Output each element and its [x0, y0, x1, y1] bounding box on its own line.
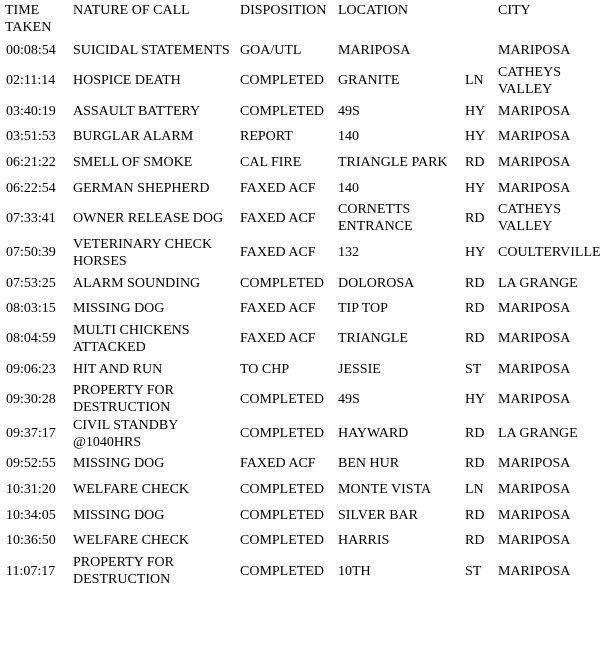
- table-row: [0, 175, 614, 201]
- table-row: [0, 416, 614, 451]
- cell-disposition: GOA/UTL: [240, 43, 302, 59]
- cell-location: TRIANGLE: [338, 331, 408, 347]
- cell-street-suffix: ST: [465, 361, 482, 377]
- cell-nature-of-call: ALARM SOUNDING: [73, 275, 201, 291]
- cell-location: 132: [338, 245, 359, 261]
- cell-street-suffix: RD: [465, 275, 485, 291]
- cell-disposition: FAXED ACF: [240, 301, 316, 317]
- table-row: [0, 477, 614, 503]
- cell-location: 140: [338, 180, 359, 196]
- cell-city: CATHEYS VALLEY: [498, 64, 562, 97]
- table-row: [0, 38, 614, 64]
- cell-nature-of-call: WELFARE CHECK: [73, 482, 190, 498]
- header-time-taken: TIME TAKEN: [5, 3, 52, 35]
- cell-nature-of-call: PROPERTY FOR DESTRUCTION: [73, 555, 174, 588]
- cell-disposition: FAXED ACF: [240, 331, 316, 347]
- table-header: [0, 0, 614, 38]
- cell-nature-of-call: PROPERTY FOR DESTRUCTION: [73, 383, 174, 416]
- cell-city: MARIPOSA: [498, 533, 571, 549]
- cell-city: LA GRANGE: [498, 275, 578, 291]
- cell-street-suffix: RD: [465, 331, 485, 347]
- header-disposition: DISPOSITION: [240, 3, 327, 18]
- table-row: [0, 124, 614, 150]
- cell-street-suffix: LN: [465, 73, 484, 89]
- header-row: [0, 0, 614, 38]
- cell-time: 06:21:22: [6, 155, 56, 170]
- cell-city: MARIPOSA: [498, 331, 571, 347]
- cell-time: 03:51:53: [6, 129, 56, 145]
- cell-location: MARIPOSA: [338, 43, 411, 59]
- cell-time: 03:40:19: [6, 103, 56, 119]
- cell-city: MARIPOSA: [498, 129, 571, 145]
- cell-disposition: COMPLETED: [240, 563, 324, 579]
- table-row: [0, 150, 614, 176]
- cell-disposition: FAXED ACF: [240, 456, 316, 472]
- table-row: [0, 64, 614, 99]
- cell-nature-of-call: SUICIDAL STATEMENTS: [73, 43, 230, 59]
- cell-location: HARRIS: [338, 533, 390, 549]
- cell-nature-of-call: MISSING DOG: [73, 456, 165, 472]
- cell-time: 09:37:17: [6, 426, 56, 442]
- cell-nature-of-call: MULTI CHICKENS ATTACKED: [73, 322, 190, 355]
- header-city: CITY: [498, 3, 531, 18]
- cell-time: 07:50:39: [6, 245, 56, 261]
- cell-city: MARIPOSA: [498, 391, 571, 407]
- cell-location: 49S: [338, 103, 360, 119]
- cell-nature-of-call: MISSING DOG: [73, 507, 165, 523]
- cell-location: CORNETTS ENTRANCE: [338, 202, 413, 235]
- cell-disposition: COMPLETED: [240, 275, 324, 291]
- cell-city: MARIPOSA: [498, 563, 571, 579]
- cell-street-suffix: RD: [465, 533, 485, 549]
- cell-nature-of-call: GERMAN SHEPHERD: [73, 180, 210, 196]
- table-row: [0, 296, 614, 322]
- cell-street-suffix: HY: [465, 129, 486, 145]
- cell-time: 11:07:17: [6, 563, 56, 579]
- header-location: LOCATION: [338, 3, 408, 18]
- cell-nature-of-call: WELFARE CHECK: [73, 533, 190, 549]
- header-nature-of-call: NATURE OF CALL: [73, 3, 190, 18]
- cell-city: MARIPOSA: [498, 43, 571, 59]
- cell-street-suffix: HY: [465, 180, 486, 196]
- cell-nature-of-call: VETERINARY CHECK HORSES: [73, 236, 213, 269]
- cell-time: 09:52:55: [6, 456, 56, 472]
- cell-disposition: COMPLETED: [240, 482, 324, 498]
- cell-time: 08:04:59: [6, 331, 56, 347]
- cell-time: 06:22:54: [6, 180, 56, 196]
- cell-street-suffix: HY: [465, 245, 486, 261]
- cell-disposition: REPORT: [240, 129, 293, 145]
- cell-street-suffix: RD: [465, 426, 485, 442]
- cell-nature-of-call: SMELL OF SMOKE: [73, 155, 193, 170]
- cell-nature-of-call: BURGLAR ALARM: [73, 129, 194, 145]
- cell-location: BEN HUR: [338, 456, 400, 472]
- cell-nature-of-call: CIVIL STANDBY @1040HRS: [73, 417, 178, 450]
- table-row: [0, 451, 614, 477]
- cell-city: COULTERVILLE: [498, 245, 601, 261]
- cell-time: 10:36:50: [6, 533, 56, 549]
- cell-city: MARIPOSA: [498, 361, 571, 377]
- cell-city: CATHEYS VALLEY: [498, 202, 562, 235]
- cell-location: 140: [338, 129, 359, 145]
- cell-location: DOLOROSA: [338, 275, 415, 291]
- cell-nature-of-call: ASSAULT BATTERY: [73, 103, 201, 119]
- cell-nature-of-call: HOSPICE DEATH: [73, 73, 181, 89]
- cell-street-suffix: HY: [465, 103, 486, 119]
- header-suffix: [459, 0, 492, 38]
- cell-nature-of-call: MISSING DOG: [73, 301, 165, 317]
- cell-time: 09:06:23: [6, 361, 56, 377]
- table-row: [0, 236, 614, 271]
- cell-time: 00:08:54: [6, 43, 56, 59]
- cell-disposition: TO CHP: [240, 361, 290, 377]
- cell-street-suffix: RD: [465, 301, 485, 317]
- cell-street-suffix: RD: [465, 210, 485, 226]
- cell-nature-of-call: HIT AND RUN: [73, 361, 163, 377]
- cell-disposition: COMPLETED: [240, 391, 324, 407]
- cell-street-suffix: RD: [465, 456, 485, 472]
- cell-city: MARIPOSA: [498, 155, 571, 170]
- table-row: [0, 98, 614, 124]
- cell-city: MARIPOSA: [498, 456, 571, 472]
- cell-street-suffix: ST: [465, 563, 482, 579]
- table-row: [0, 554, 614, 589]
- table-row: [0, 270, 614, 296]
- cell-location: 49S: [338, 391, 360, 407]
- cell-disposition: COMPLETED: [240, 103, 324, 119]
- cell-location: GRANITE: [338, 73, 400, 89]
- table-row: [0, 382, 614, 417]
- cell-location: TRIANGLE PARK: [338, 155, 448, 170]
- cell-street-suffix: RD: [465, 507, 485, 523]
- cell-disposition: FAXED ACF: [240, 245, 316, 261]
- cell-location: JESSIE: [338, 361, 381, 377]
- cell-time: 08:03:15: [6, 301, 56, 317]
- cell-disposition: FAXED ACF: [240, 210, 316, 226]
- cell-disposition: FAXED ACF: [240, 180, 316, 196]
- cell-city: LA GRANGE: [498, 426, 578, 442]
- cell-street-suffix: HY: [465, 391, 486, 407]
- cell-location: 10TH: [338, 563, 371, 579]
- table-row: [0, 201, 614, 236]
- cell-location: TIP TOP: [338, 301, 388, 317]
- cell-street-suffix: LN: [465, 482, 484, 498]
- table-body: [0, 38, 614, 588]
- table-row: [0, 322, 614, 357]
- cell-location: HAYWARD: [338, 426, 409, 442]
- cell-city: MARIPOSA: [498, 507, 571, 523]
- cell-time: 02:11:14: [6, 73, 56, 89]
- table-row: [0, 528, 614, 554]
- cell-street-suffix: RD: [465, 155, 485, 170]
- cell-time: 07:33:41: [6, 210, 56, 226]
- cell-disposition: COMPLETED: [240, 426, 324, 442]
- cell-time: 10:31:20: [6, 482, 56, 498]
- cell-city: MARIPOSA: [498, 482, 571, 498]
- cell-location: SILVER BAR: [338, 507, 419, 523]
- table-row: [0, 502, 614, 528]
- cell-disposition: COMPLETED: [240, 73, 324, 89]
- cell-disposition: COMPLETED: [240, 507, 324, 523]
- cell-time: 10:34:05: [6, 507, 56, 523]
- cell-location: MONTE VISTA: [338, 482, 432, 498]
- cell-disposition: COMPLETED: [240, 533, 324, 549]
- table-row: [0, 356, 614, 382]
- cell-city: MARIPOSA: [498, 180, 571, 196]
- cell-nature-of-call: OWNER RELEASE DOG: [73, 210, 224, 226]
- cell-time: 09:30:28: [6, 391, 56, 407]
- cell-time: 07:53:25: [6, 275, 56, 291]
- cell-city: MARIPOSA: [498, 301, 571, 317]
- cell-disposition: CAL FIRE: [240, 155, 302, 170]
- cell-city: MARIPOSA: [498, 103, 571, 119]
- cell-street-suffix: [459, 38, 492, 64]
